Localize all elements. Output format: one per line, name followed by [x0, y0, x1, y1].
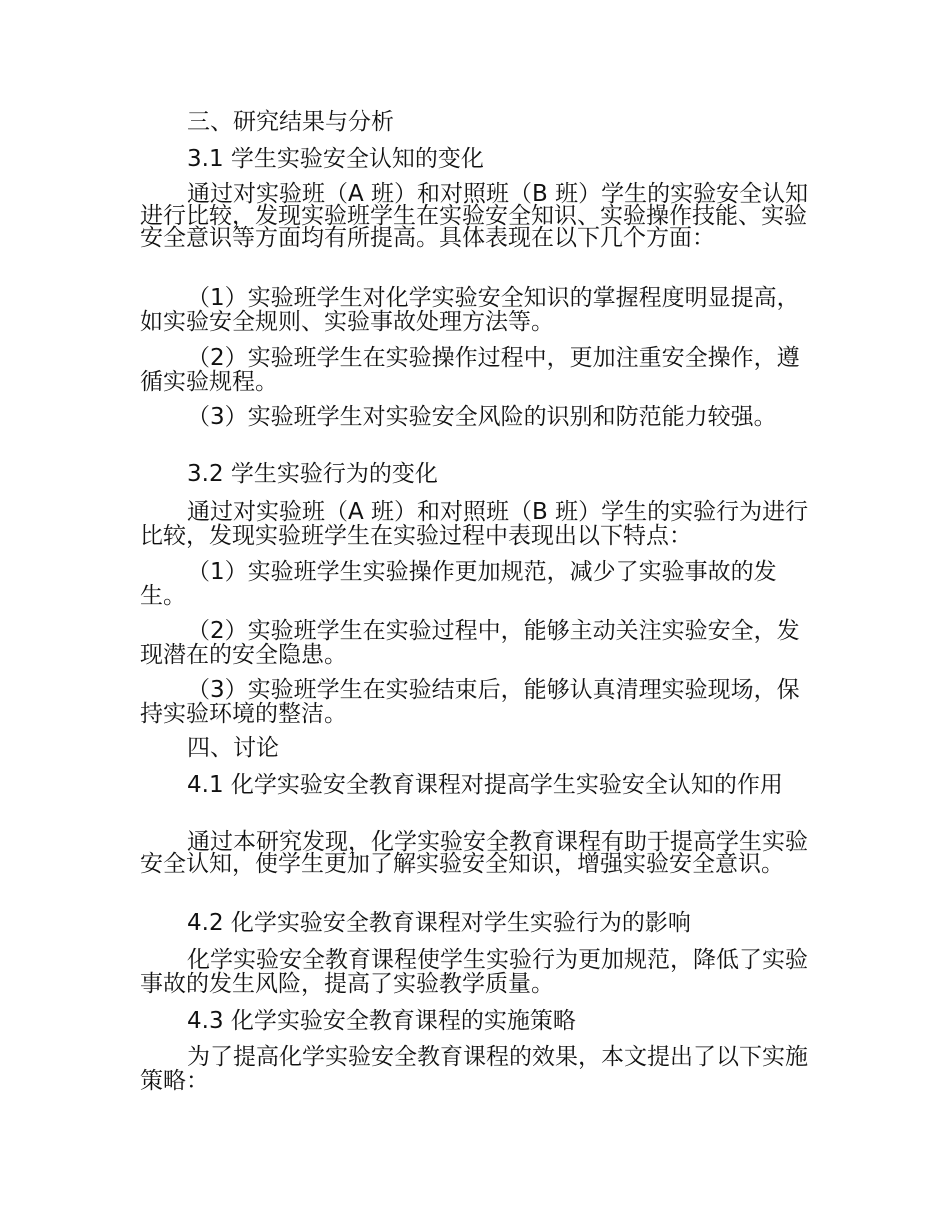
- paragraph-3-2-intro: 通过对实验班（A 班）和对照班（B 班）学生的实验行为进行比较，发现实验班学生在实验过程中表现出以下特点：: [140, 499, 809, 549]
- subsection-heading-4-2: 4.2 化学实验安全教育课程对学生实验行为的影响: [187, 910, 691, 936]
- list-item-3-1-2: （2）实验班学生在实验操作过程中，更加注重安全操作，遵循实验规程。: [140, 345, 800, 395]
- section-heading-4: 四、讨论: [187, 735, 279, 761]
- subsection-heading-3-2: 3.2 学生实验行为的变化: [187, 461, 438, 487]
- subsection-heading-4-3: 4.3 化学实验安全教育课程的实施策略: [187, 1008, 576, 1034]
- list-item-3-1-1: （1）实验班学生对化学实验安全知识的掌握程度明显提高，如实验安全规则、实验事故处理方法等。: [140, 285, 800, 335]
- paragraph-4-2: 化学实验安全教育课程使学生实验行为更加规范，降低了实验事故的发生风险，提高了实验教学质量。: [140, 947, 808, 997]
- subsection-heading-4-1: 4.1 化学实验安全教育课程对提高学生实验安全认知的作用: [187, 772, 783, 798]
- paragraph-4-1: 通过本研究发现，化学实验安全教育课程有助于提高学生实验安全认知，使学生更加了解实验安全知识，增强实验安全意识。: [140, 829, 808, 877]
- section-heading-3: 三、研究结果与分析: [187, 109, 394, 135]
- list-item-3-2-1: （1）实验班学生实验操作更加规范，减少了实验事故的发生。: [140, 559, 777, 609]
- list-item-3-2-2: （2）实验班学生在实验过程中，能够主动关注实验安全，发现潜在的安全隐患。: [140, 618, 800, 668]
- paragraph-4-3: 为了提高化学实验安全教育课程的效果，本文提出了以下实施策略：: [140, 1044, 808, 1094]
- list-item-3-1-3: （3）实验班学生对实验安全风险的识别和防范能力较强。: [187, 404, 777, 430]
- subsection-heading-3-1: 3.1 学生实验安全认知的变化: [187, 146, 484, 172]
- list-item-3-2-3: （3）实验班学生在实验结束后，能够认真清理实验现场，保持实验环境的整洁。: [140, 677, 800, 727]
- paragraph-3-1-intro: 通过对实验班（A 班）和对照班（B 班）学生的实验安全认知进行比较，发现实验班学生在实验安全知识、实验操作技能、实验安全意识等方面均有所提高。具体表现在以下几个方面：: [140, 181, 809, 251]
